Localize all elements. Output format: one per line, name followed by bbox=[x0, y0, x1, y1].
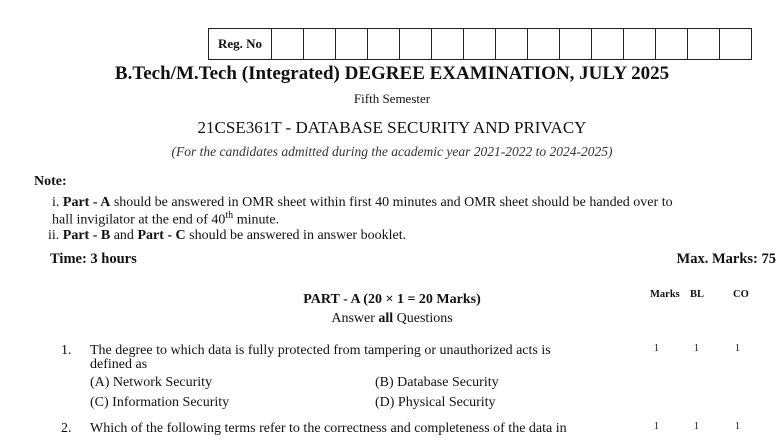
note-item-1-line2 bbox=[52, 210, 279, 229]
note-item-1-bold: Part - A bbox=[62, 195, 111, 210]
option-a: (A) Network Security bbox=[90, 375, 213, 390]
question-co: 1 bbox=[735, 343, 740, 354]
question-text-line2: defined as bbox=[90, 357, 148, 372]
col-header-co: CO bbox=[733, 289, 749, 300]
part-a-subtitle-post: Questions bbox=[393, 311, 453, 326]
course-title: 21CSE361T - DATABASE SECURITY AND PRIVACY bbox=[197, 118, 587, 137]
semester: Fifth Semester bbox=[353, 91, 431, 106]
part-a-title: PART - A (20 × 1 = 20 Marks) bbox=[303, 292, 481, 307]
note-item-2-rest: should be answered in answer booklet. bbox=[185, 228, 407, 243]
reg-no-cell bbox=[592, 29, 624, 59]
question-bl: 1 bbox=[694, 421, 699, 432]
note-item-2-bold-2: Part - C bbox=[137, 228, 186, 243]
question-text: Which of the following terms refer to the correctness and completeness of the data in bbox=[90, 421, 567, 436]
part-a-subtitle-bold: all bbox=[378, 311, 394, 326]
max-marks: Max. Marks: 75 bbox=[676, 251, 776, 267]
note-item-1-rest: should be answered in OMR sheet within first 40 minutes and OMR sheet should be handed over to bbox=[110, 195, 673, 210]
note-item-2-prefix: ii. bbox=[48, 228, 63, 243]
exam-title: B.Tech/M.Tech (Integrated) DEGREE EXAMINATION, JULY 2025 bbox=[114, 63, 670, 84]
note-item-1-prefix: i. bbox=[52, 195, 63, 210]
question-number: 1. bbox=[61, 343, 72, 358]
admitted-note: (For the candidates admitted during the academic year 2021-2022 to 2024-2025) bbox=[171, 144, 613, 159]
exam-time: Time: 3 hours bbox=[50, 251, 137, 267]
question-text: The degree to which data is fully protected from tampering or unauthorized acts is bbox=[90, 343, 551, 358]
question-bl: 1 bbox=[694, 343, 699, 354]
reg-no-label: Reg. No bbox=[209, 29, 272, 59]
reg-no-cell bbox=[336, 29, 368, 59]
col-header-marks: Marks bbox=[650, 289, 680, 300]
reg-no-cell bbox=[528, 29, 560, 59]
note-item-1-line2-post: minute. bbox=[233, 212, 280, 228]
question-number: 2. bbox=[61, 421, 72, 436]
question-co: 1 bbox=[735, 421, 740, 432]
reg-no-box bbox=[208, 28, 752, 60]
option-b: (B) Database Security bbox=[375, 375, 499, 390]
reg-no-cell bbox=[400, 29, 432, 59]
reg-no-cell bbox=[432, 29, 464, 59]
part-a-subtitle bbox=[0, 311, 784, 327]
option-d: (D) Physical Security bbox=[375, 395, 496, 410]
note-item-2-bold-1: Part - B bbox=[62, 228, 111, 243]
note-item-1-sup: th bbox=[225, 210, 234, 221]
note-item-1 bbox=[52, 195, 673, 211]
reg-no-cell bbox=[272, 29, 304, 59]
reg-no-cell bbox=[560, 29, 592, 59]
option-c: (C) Information Security bbox=[90, 395, 230, 410]
question-marks: 1 bbox=[654, 421, 659, 432]
reg-no-cell bbox=[464, 29, 496, 59]
note-heading: Note: bbox=[34, 174, 67, 189]
col-header-bl: BL bbox=[690, 289, 705, 300]
note-item-2 bbox=[48, 228, 406, 244]
question-marks: 1 bbox=[654, 343, 659, 354]
reg-no-cell bbox=[720, 29, 751, 59]
part-a-subtitle-pre: Answer bbox=[331, 311, 379, 326]
note-item-1-line2-pre: hall invigilator at the end of 40 bbox=[52, 212, 226, 228]
reg-no-cell bbox=[656, 29, 688, 59]
note-item-2-mid: and bbox=[110, 228, 138, 243]
reg-no-cell bbox=[688, 29, 720, 59]
reg-no-cell bbox=[496, 29, 528, 59]
reg-no-cell bbox=[368, 29, 400, 59]
reg-no-cell bbox=[304, 29, 336, 59]
reg-no-cell bbox=[624, 29, 656, 59]
